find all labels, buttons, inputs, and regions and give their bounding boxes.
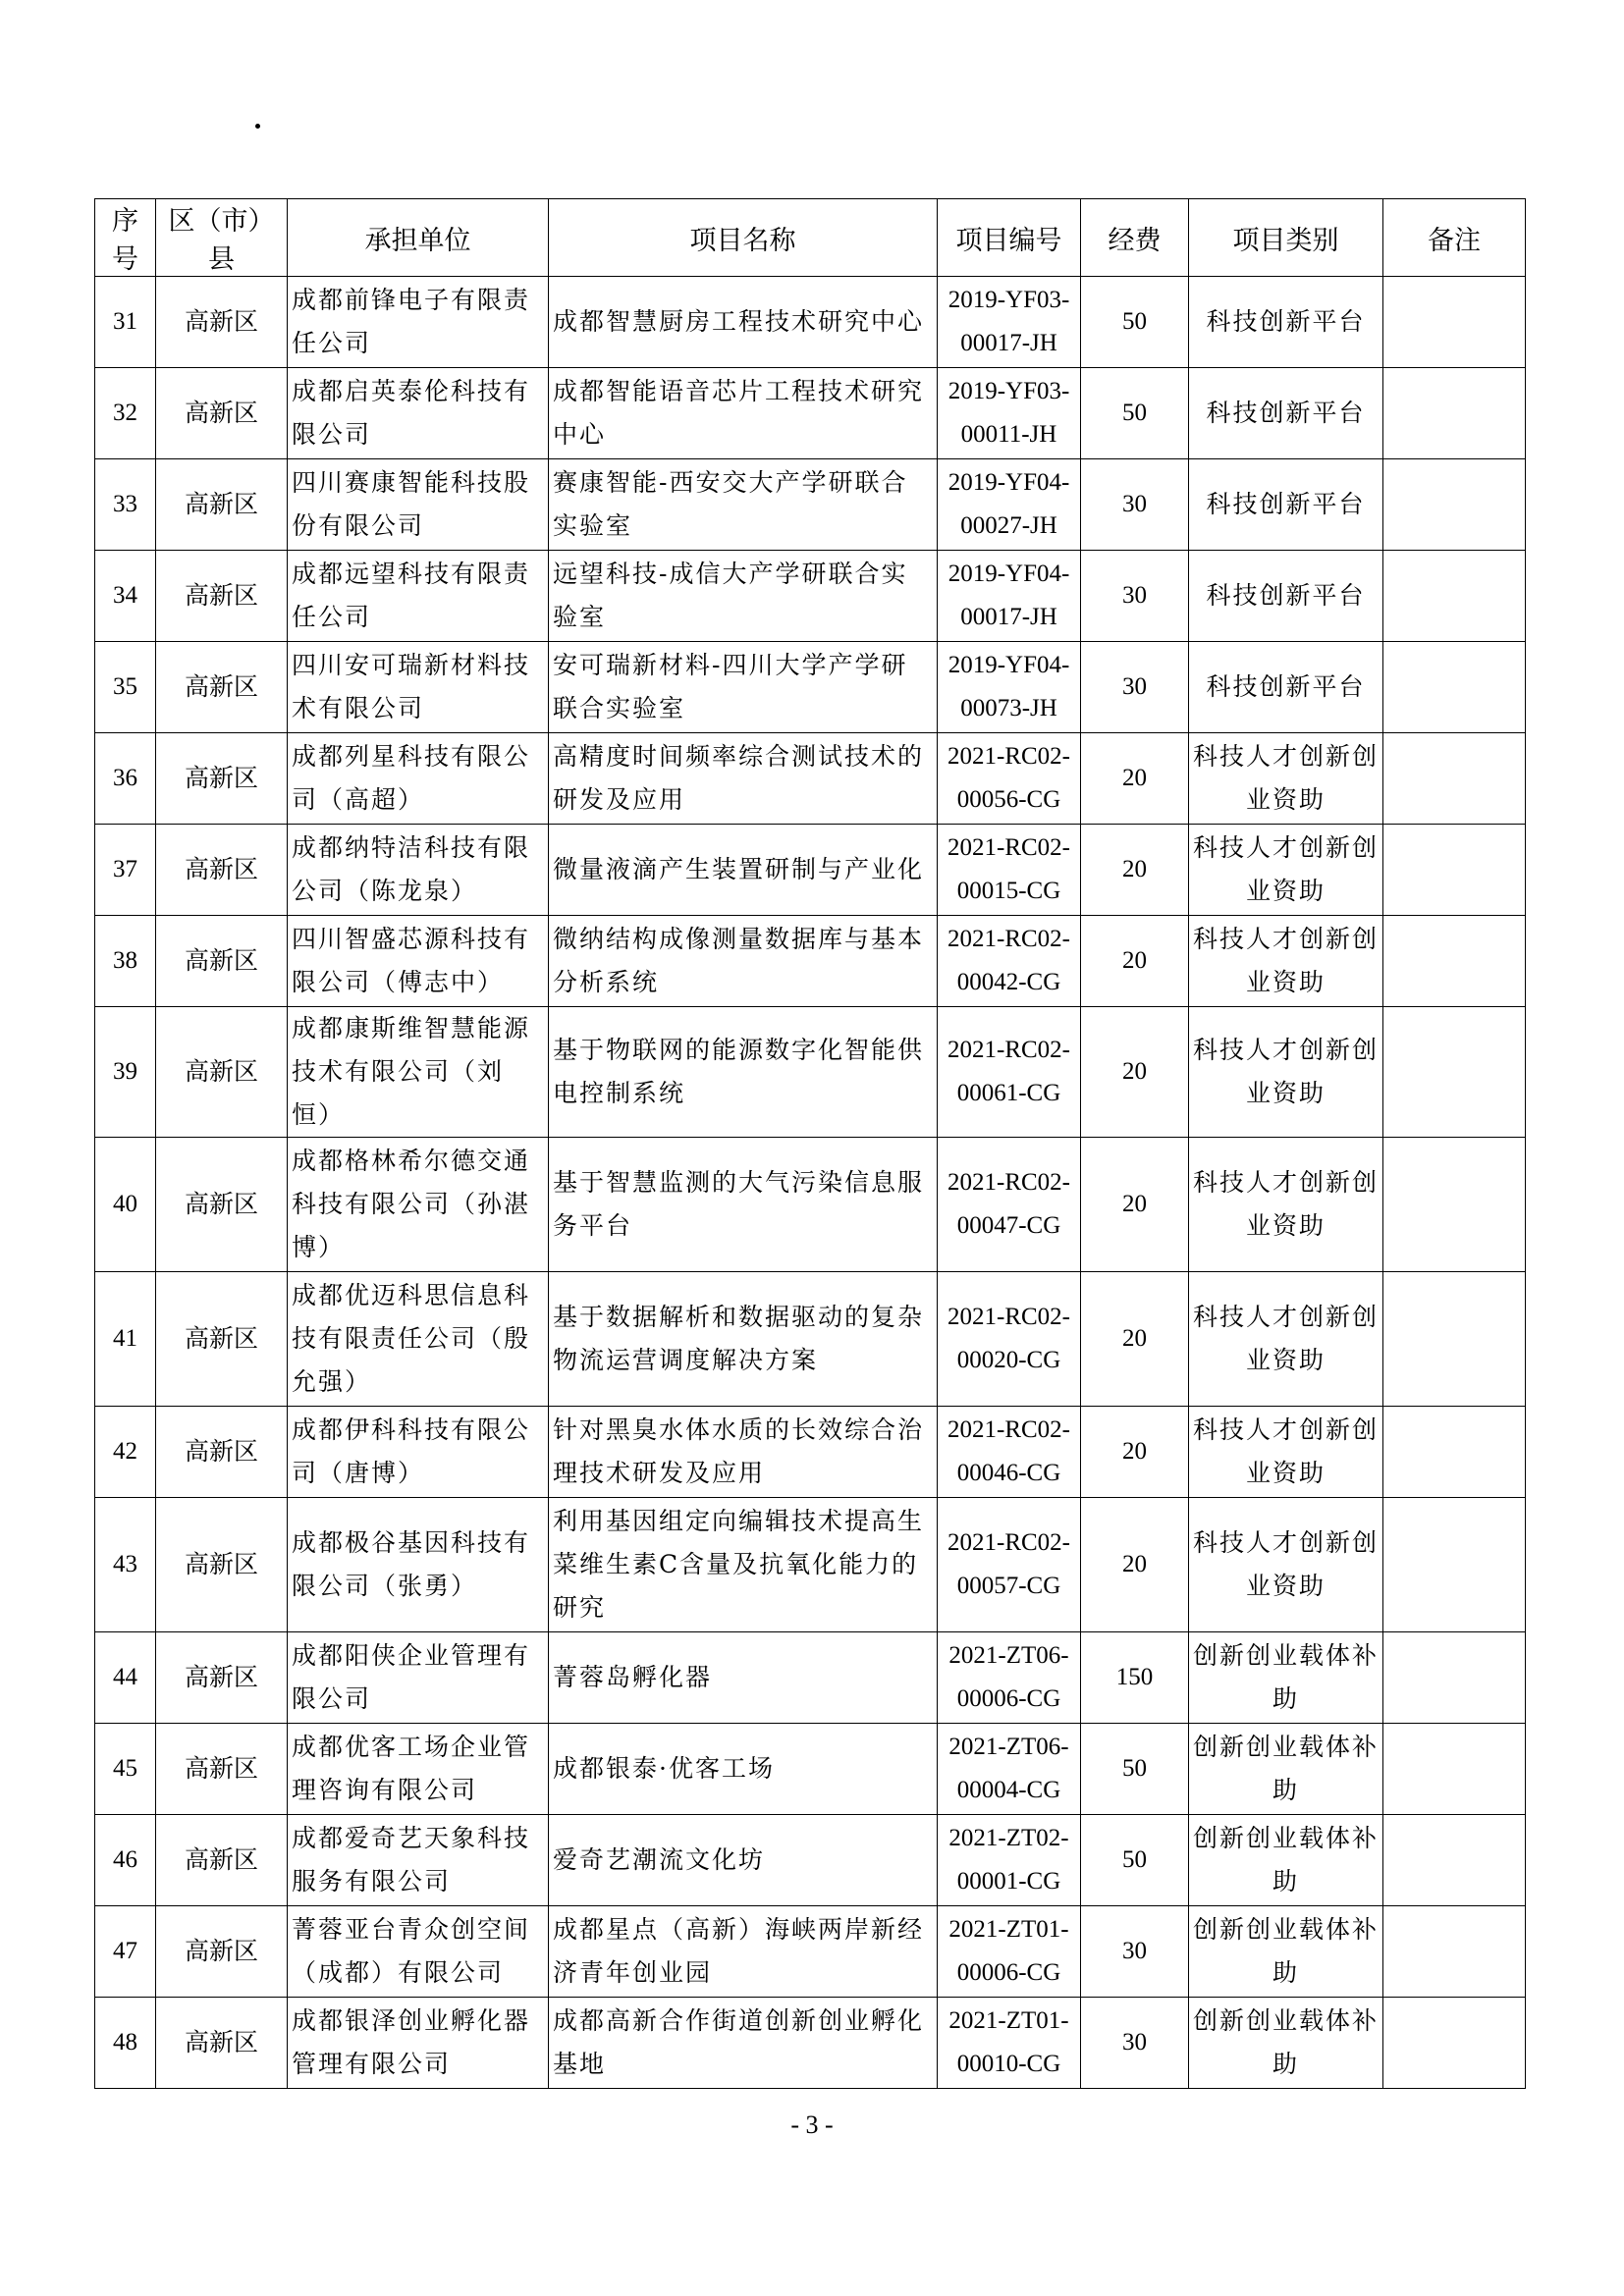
cell-seq: 47 [95,1906,156,1998]
cell-seq: 41 [95,1272,156,1407]
cell-project-name: 成都高新合作街道创新创业孵化基地 [549,1998,938,2089]
cell-seq: 31 [95,277,156,368]
table-row [95,825,1526,916]
cell-project-code: 2021-RC02-00056-CG [938,733,1081,825]
cell-project-code: 2021-RC02-00046-CG [938,1407,1081,1498]
cell-remarks [1383,916,1526,1007]
cell-unit: 四川智盛芯源科技有限公司（傅志中） [288,916,549,1007]
cell-remarks [1383,1272,1526,1407]
cell-project-name: 成都智慧厨房工程技术研究中心 [549,277,938,368]
table-row [95,459,1526,551]
table-row [95,368,1526,459]
cell-remarks [1383,1007,1526,1138]
table-row [95,733,1526,825]
cell-seq: 34 [95,551,156,642]
cell-unit: 成都优迈科思信息科技有限责任公司（殷允强） [288,1272,549,1407]
cell-project-code: 2021-RC02-00047-CG [938,1138,1081,1272]
cell-category: 科技人才创新创业资助 [1189,1007,1383,1138]
cell-remarks [1383,1724,1526,1815]
cell-district: 高新区 [156,1007,288,1138]
cell-category: 创新创业载体补助 [1189,1998,1383,2089]
cell-unit: 成都格林希尔德交通科技有限公司（孙湛博） [288,1138,549,1272]
cell-unit: 成都伊科科技有限公司（唐博） [288,1407,549,1498]
table-row [95,551,1526,642]
cell-remarks [1383,1815,1526,1906]
cell-funding: 20 [1081,1007,1189,1138]
cell-unit: 成都远望科技有限责任公司 [288,551,549,642]
cell-project-code: 2019-YF03-00017-JH [938,277,1081,368]
header-project-name: 项目名称 [549,199,938,277]
cell-category: 科技创新平台 [1189,368,1383,459]
cell-district: 高新区 [156,1632,288,1724]
table-row [95,1632,1526,1724]
cell-seq: 40 [95,1138,156,1272]
table-row [95,1007,1526,1138]
cell-district: 高新区 [156,551,288,642]
header-district: 区（市）县 [156,199,288,277]
cell-remarks [1383,1138,1526,1272]
table-row [95,1407,1526,1498]
header-seq: 序号 [95,199,156,277]
cell-funding: 20 [1081,916,1189,1007]
cell-category: 科技创新平台 [1189,642,1383,733]
cell-remarks [1383,642,1526,733]
cell-project-code: 2019-YF03-00011-JH [938,368,1081,459]
table-row [95,1724,1526,1815]
cell-category: 科技人才创新创业资助 [1189,1272,1383,1407]
cell-category: 创新创业载体补助 [1189,1632,1383,1724]
cell-category: 创新创业载体补助 [1189,1815,1383,1906]
cell-funding: 50 [1081,1724,1189,1815]
project-table [94,198,1526,2089]
cell-category: 科技创新平台 [1189,551,1383,642]
table-row [95,1815,1526,1906]
cell-project-name: 成都智能语音芯片工程技术研究中心 [549,368,938,459]
cell-district: 高新区 [156,368,288,459]
cell-unit: 成都列星科技有限公司（高超） [288,733,549,825]
table-row [95,1138,1526,1272]
cell-funding: 20 [1081,733,1189,825]
cell-project-name: 赛康智能-西安交大产学研联合实验室 [549,459,938,551]
cell-project-code: 2021-ZT01-00006-CG [938,1906,1081,1998]
cell-category: 科技人才创新创业资助 [1189,1407,1383,1498]
cell-remarks [1383,459,1526,551]
cell-remarks [1383,825,1526,916]
cell-remarks [1383,1906,1526,1998]
cell-remarks [1383,1632,1526,1724]
cell-unit: 成都优客工场企业管理咨询有限公司 [288,1724,549,1815]
cell-district: 高新区 [156,1498,288,1632]
cell-project-code: 2021-RC02-00015-CG [938,825,1081,916]
page-number: - 3 - [790,2110,834,2139]
cell-project-code: 2019-YF04-00017-JH [938,551,1081,642]
cell-project-code: 2021-ZT06-00006-CG [938,1632,1081,1724]
stray-dot [255,124,260,129]
table-row [95,642,1526,733]
cell-funding: 30 [1081,1998,1189,2089]
cell-project-name: 微量液滴产生装置研制与产业化 [549,825,938,916]
cell-seq: 42 [95,1407,156,1498]
cell-project-code: 2021-ZT06-00004-CG [938,1724,1081,1815]
cell-district: 高新区 [156,1724,288,1815]
cell-unit: 成都银泽创业孵化器管理有限公司 [288,1998,549,2089]
cell-seq: 35 [95,642,156,733]
cell-unit: 成都纳特洁科技有限公司（陈龙泉） [288,825,549,916]
cell-project-name: 菁蓉岛孵化器 [549,1632,938,1724]
cell-unit: 成都启英泰伦科技有限公司 [288,368,549,459]
cell-project-name: 爱奇艺潮流文化坊 [549,1815,938,1906]
cell-funding: 20 [1081,1407,1189,1498]
header-funding: 经费 [1081,199,1189,277]
cell-unit: 成都前锋电子有限责任公司 [288,277,549,368]
cell-seq: 39 [95,1007,156,1138]
cell-funding: 20 [1081,1138,1189,1272]
cell-project-name: 远望科技-成信大产学研联合实验室 [549,551,938,642]
cell-unit: 四川安可瑞新材料技术有限公司 [288,642,549,733]
cell-project-name: 基于物联网的能源数字化智能供电控制系统 [549,1007,938,1138]
cell-unit: 成都阳侠企业管理有限公司 [288,1632,549,1724]
cell-unit: 成都爱奇艺天象科技服务有限公司 [288,1815,549,1906]
table-row [95,1998,1526,2089]
cell-remarks [1383,733,1526,825]
cell-category: 创新创业载体补助 [1189,1906,1383,1998]
header-remarks: 备注 [1383,199,1526,277]
cell-district: 高新区 [156,825,288,916]
table-row [95,1498,1526,1632]
cell-category: 科技人才创新创业资助 [1189,825,1383,916]
cell-seq: 36 [95,733,156,825]
cell-funding: 50 [1081,368,1189,459]
cell-seq: 37 [95,825,156,916]
cell-remarks [1383,277,1526,368]
cell-project-code: 2021-ZT01-00010-CG [938,1998,1081,2089]
cell-category: 科技人才创新创业资助 [1189,1498,1383,1632]
cell-remarks [1383,1407,1526,1498]
cell-project-name: 成都星点（高新）海峡两岸新经济青年创业园 [549,1906,938,1998]
cell-funding: 30 [1081,551,1189,642]
cell-project-code: 2021-RC02-00057-CG [938,1498,1081,1632]
cell-category: 科技创新平台 [1189,277,1383,368]
cell-unit: 四川赛康智能科技股份有限公司 [288,459,549,551]
cell-project-code: 2021-RC02-00042-CG [938,916,1081,1007]
cell-district: 高新区 [156,1998,288,2089]
table-row [95,1272,1526,1407]
cell-funding: 150 [1081,1632,1189,1724]
cell-category: 科技人才创新创业资助 [1189,1138,1383,1272]
cell-seq: 33 [95,459,156,551]
table-row [95,277,1526,368]
cell-project-code: 2021-ZT02-00001-CG [938,1815,1081,1906]
cell-project-name: 利用基因组定向编辑技术提高生菜维生素C含量及抗氧化能力的研究 [549,1498,938,1632]
cell-project-name: 针对黑臭水体水质的长效综合治理技术研发及应用 [549,1407,938,1498]
cell-funding: 30 [1081,642,1189,733]
cell-funding: 30 [1081,459,1189,551]
cell-project-name: 高精度时间频率综合测试技术的研发及应用 [549,733,938,825]
cell-district: 高新区 [156,1407,288,1498]
cell-seq: 44 [95,1632,156,1724]
header-category: 项目类别 [1189,199,1383,277]
cell-unit: 成都极谷基因科技有限公司（张勇） [288,1498,549,1632]
cell-district: 高新区 [156,1138,288,1272]
cell-project-code: 2021-RC02-00020-CG [938,1272,1081,1407]
cell-remarks [1383,1998,1526,2089]
cell-remarks [1383,368,1526,459]
cell-seq: 46 [95,1815,156,1906]
cell-funding: 30 [1081,1906,1189,1998]
cell-unit: 成都康斯维智慧能源技术有限公司（刘恒） [288,1007,549,1138]
cell-unit: 菁蓉亚台青众创空间（成都）有限公司 [288,1906,549,1998]
cell-project-name: 微纳结构成像测量数据库与基本分析系统 [549,916,938,1007]
cell-district: 高新区 [156,459,288,551]
cell-category: 科技人才创新创业资助 [1189,916,1383,1007]
cell-category: 科技人才创新创业资助 [1189,733,1383,825]
cell-project-code: 2021-RC02-00061-CG [938,1007,1081,1138]
cell-district: 高新区 [156,1906,288,1998]
cell-seq: 43 [95,1498,156,1632]
cell-project-name: 基于智慧监测的大气污染信息服务平台 [549,1138,938,1272]
header-unit: 承担单位 [288,199,549,277]
cell-funding: 20 [1081,1272,1189,1407]
table-row [95,916,1526,1007]
cell-funding: 20 [1081,825,1189,916]
cell-district: 高新区 [156,642,288,733]
cell-remarks [1383,551,1526,642]
cell-district: 高新区 [156,277,288,368]
cell-seq: 32 [95,368,156,459]
cell-seq: 48 [95,1998,156,2089]
cell-district: 高新区 [156,1272,288,1407]
table-row [95,1906,1526,1998]
cell-funding: 50 [1081,1815,1189,1906]
cell-funding: 50 [1081,277,1189,368]
cell-project-name: 成都银泰·优客工场 [549,1724,938,1815]
cell-project-name: 基于数据解析和数据驱动的复杂物流运营调度解决方案 [549,1272,938,1407]
cell-project-code: 2019-YF04-00027-JH [938,459,1081,551]
table-header-row [95,199,1526,277]
cell-category: 创新创业载体补助 [1189,1724,1383,1815]
cell-seq: 45 [95,1724,156,1815]
cell-project-name: 安可瑞新材料-四川大学产学研联合实验室 [549,642,938,733]
cell-district: 高新区 [156,916,288,1007]
cell-category: 科技创新平台 [1189,459,1383,551]
cell-project-code: 2019-YF04-00073-JH [938,642,1081,733]
cell-remarks [1383,1498,1526,1632]
cell-seq: 38 [95,916,156,1007]
header-project-code: 项目编号 [938,199,1081,277]
cell-funding: 20 [1081,1498,1189,1632]
cell-district: 高新区 [156,733,288,825]
cell-district: 高新区 [156,1815,288,1906]
